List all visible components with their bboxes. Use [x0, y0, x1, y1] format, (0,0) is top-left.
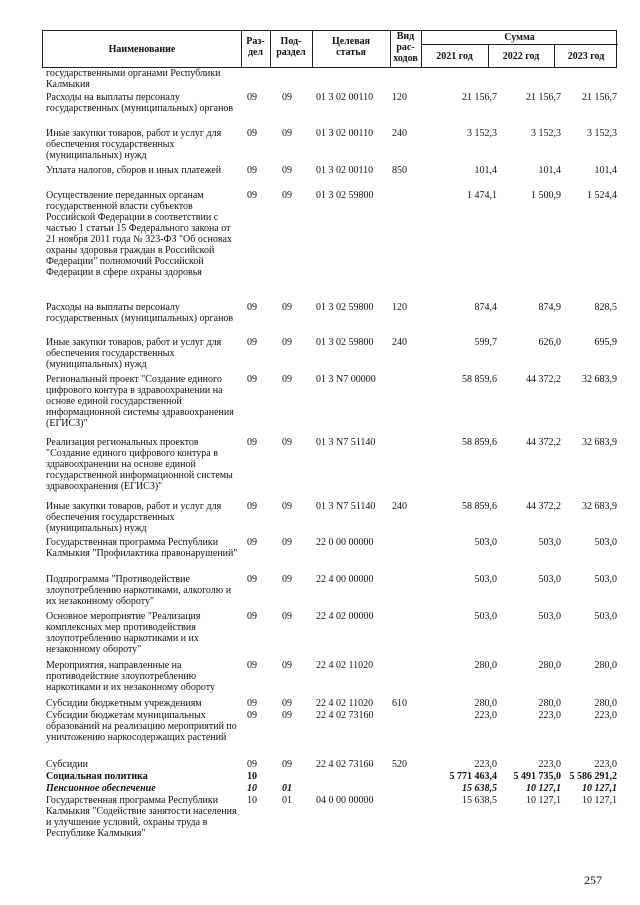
- row-2022: 3 152,3: [531, 128, 561, 139]
- row-section: 10: [247, 783, 257, 794]
- row-2022: 280,0: [538, 660, 561, 671]
- row-section: 09: [247, 537, 257, 548]
- row-kind: 120: [392, 92, 407, 103]
- row-subsection: 09: [282, 165, 292, 176]
- row-target: 22 4 02 73160: [316, 759, 374, 770]
- row-target: 01 3 N7 00000: [316, 374, 376, 385]
- row-target: 22 4 00 00000: [316, 574, 374, 585]
- row-2023: 21 156,7: [582, 92, 617, 103]
- row-2023: 223,0: [594, 759, 617, 770]
- row-2022: 503,0: [538, 574, 561, 585]
- row-2022: 44 372,2: [526, 501, 561, 512]
- header-kind: Вид рас- ходов: [393, 31, 418, 64]
- row-2023: 223,0: [594, 710, 617, 721]
- row-2021: 101,4: [474, 165, 497, 176]
- row-kind: 610: [392, 698, 407, 709]
- row-subsection: 09: [282, 574, 292, 585]
- row-name: Социальная политика: [46, 771, 148, 782]
- row-2023: 695,9: [594, 337, 617, 348]
- header-divider: [241, 31, 242, 67]
- row-2023: 280,0: [594, 660, 617, 671]
- header-year-2021: 2021 год: [436, 51, 473, 62]
- row-2022: 503,0: [538, 611, 561, 622]
- row-name: государственными органами Республики Калмыкия: [46, 68, 221, 90]
- row-section: 09: [247, 374, 257, 385]
- row-section: 09: [247, 611, 257, 622]
- row-kind: 240: [392, 128, 407, 139]
- row-2021: 3 152,3: [467, 128, 497, 139]
- row-2023: 5 586 291,2: [569, 771, 617, 782]
- row-2023: 32 683,9: [582, 437, 617, 448]
- row-2022: 280,0: [538, 698, 561, 709]
- row-name: Государственная программа Республики Калмыкия "Профилактика правонарушений": [46, 537, 238, 559]
- row-name: Реализация региональных проектов "Создание единого цифрового контура в здравоохранении на основе единой государственной информационной системы здравоохранения (ЕГИСЗ)": [46, 437, 233, 492]
- row-2021: 223,0: [474, 759, 497, 770]
- row-2022: 10 127,1: [526, 783, 561, 794]
- row-subsection: 09: [282, 537, 292, 548]
- row-subsection: 09: [282, 337, 292, 348]
- row-name: Субсидии: [46, 759, 88, 770]
- row-name: Иные закупки товаров, работ и услуг для обеспечения государственных (муниципальных) нужд: [46, 337, 222, 370]
- header-divider: [312, 31, 313, 67]
- header-year-2023: 2023 год: [567, 51, 605, 62]
- row-kind: 240: [392, 501, 407, 512]
- row-kind: 120: [392, 302, 407, 313]
- row-section: 09: [247, 190, 257, 201]
- row-section: 09: [247, 759, 257, 770]
- row-2022: 874,9: [538, 302, 561, 313]
- row-name: Уплата налогов, сборов и иных платежей: [46, 165, 222, 176]
- row-subsection: 09: [282, 302, 292, 313]
- row-2021: 503,0: [474, 574, 497, 585]
- row-2021: 223,0: [474, 710, 497, 721]
- row-name: Субсидии бюджетным учреждениям: [46, 698, 202, 709]
- row-section: 09: [247, 165, 257, 176]
- row-2023: 503,0: [594, 611, 617, 622]
- row-target: 01 3 02 59800: [316, 302, 374, 313]
- row-2022: 503,0: [538, 537, 561, 548]
- row-target: 22 0 00 00000: [316, 537, 374, 548]
- row-2022: 5 491 735,0: [513, 771, 561, 782]
- row-subsection: 09: [282, 92, 292, 103]
- row-name: Пенсионное обеспечение: [46, 783, 156, 794]
- row-2021: 280,0: [474, 660, 497, 671]
- row-target: 22 4 02 11020: [316, 698, 374, 709]
- header-sum: Сумма: [504, 32, 535, 43]
- row-subsection: 09: [282, 501, 292, 512]
- row-name: Подпрограмма "Противодействие злоупотреблению наркотиками, алкоголю и их незаконному обороту": [46, 574, 232, 607]
- row-subsection: 01: [282, 795, 292, 806]
- row-2023: 101,4: [594, 165, 617, 176]
- header-divider: [270, 31, 271, 67]
- row-2022: 10 127,1: [526, 795, 561, 806]
- row-2022: 101,4: [538, 165, 561, 176]
- row-target: 01 3 02 00110: [316, 92, 374, 103]
- row-2022: 223,0: [538, 759, 561, 770]
- header-target: Целевая статья: [331, 36, 371, 58]
- row-target: 01 3 02 00110: [316, 165, 374, 176]
- row-2021: 503,0: [474, 611, 497, 622]
- row-name: Субсидии бюджетам муниципальных образований на реализацию мероприятий по уничтожению наркосодержащих растений: [46, 710, 237, 743]
- row-2023: 503,0: [594, 537, 617, 548]
- row-kind: 520: [392, 759, 407, 770]
- row-section: 09: [247, 501, 257, 512]
- row-section: 09: [247, 337, 257, 348]
- header-divider: [421, 44, 618, 45]
- row-2023: 10 127,1: [582, 795, 617, 806]
- row-subsection: 09: [282, 660, 292, 671]
- row-section: 09: [247, 128, 257, 139]
- row-target: 01 3 02 59800: [316, 337, 374, 348]
- row-name: Основное мероприятие "Реализация комплексных мер противодействия злоупотреблению наркотиками и их незаконному обороту": [46, 611, 201, 655]
- row-2021: 280,0: [474, 698, 497, 709]
- row-2021: 5 771 463,4: [449, 771, 497, 782]
- row-2021: 21 156,7: [462, 92, 497, 103]
- row-2021: 58 859,6: [462, 374, 497, 385]
- header-section: Раз- дел: [246, 36, 265, 58]
- row-subsection: 09: [282, 710, 292, 721]
- row-target: 01 3 02 00110: [316, 128, 374, 139]
- row-2022: 44 372,2: [526, 374, 561, 385]
- row-target: 01 3 02 59800: [316, 190, 374, 201]
- row-2022: 626,0: [538, 337, 561, 348]
- row-name: Осуществление переданных органам государственной власти субъектов Российской Федерации в соответствии с частью 1 статьи 15 Федерального закона от 21 ноября 2011 года № 323-ФЗ "Об основах охраны здоровья граждан в Российской Федерации" полномочий Российской Федерации в сфере охраны здоровья: [46, 190, 232, 278]
- row-name: Мероприятия, направленные на противодействие злоупотреблению наркотиками и их незаконному обороту: [46, 660, 215, 693]
- row-2021: 15 638,5: [462, 795, 497, 806]
- row-2021: 15 638,5: [462, 783, 497, 794]
- page-number: 257: [584, 873, 602, 887]
- row-2022: 1 500,9: [531, 190, 561, 201]
- row-section: 09: [247, 92, 257, 103]
- header-divider: [554, 44, 555, 67]
- row-2023: 3 152,3: [587, 128, 617, 139]
- row-subsection: 09: [282, 611, 292, 622]
- row-section: 10: [247, 771, 257, 782]
- row-2023: 828,5: [594, 302, 617, 313]
- row-subsection: 09: [282, 698, 292, 709]
- row-section: 09: [247, 574, 257, 585]
- row-section: 09: [247, 660, 257, 671]
- row-target: 04 0 00 00000: [316, 795, 374, 806]
- row-kind: 240: [392, 337, 407, 348]
- row-name: Расходы на выплаты персоналу государственных (муниципальных) органов: [46, 302, 234, 324]
- row-2023: 32 683,9: [582, 374, 617, 385]
- row-2023: 1 524,4: [587, 190, 617, 201]
- header-name: Наименование: [108, 44, 176, 55]
- row-section: 09: [247, 302, 257, 313]
- row-section: 10: [247, 795, 257, 806]
- row-section: 09: [247, 710, 257, 721]
- row-subsection: 09: [282, 190, 292, 201]
- row-kind: 850: [392, 165, 407, 176]
- row-2023: 32 683,9: [582, 501, 617, 512]
- row-2023: 280,0: [594, 698, 617, 709]
- row-target: 22 4 02 00000: [316, 611, 374, 622]
- row-2023: 503,0: [594, 574, 617, 585]
- row-subsection: 09: [282, 128, 292, 139]
- row-2022: 21 156,7: [526, 92, 561, 103]
- header-year-2022: 2022 год: [502, 51, 540, 62]
- row-2021: 58 859,6: [462, 437, 497, 448]
- row-name: Иные закупки товаров, работ и услуг для обеспечения государственных (муниципальных) нужд: [46, 501, 222, 534]
- row-2023: 10 127,1: [582, 783, 617, 794]
- row-section: 09: [247, 437, 257, 448]
- header-divider: [421, 31, 422, 67]
- header-subsection: Под- раздел: [276, 36, 306, 58]
- row-2021: 58 859,6: [462, 501, 497, 512]
- row-name: Региональный проект "Создание единого цифрового контура в здравоохранении на основе единой государственной информационной системы здравоохранения (ЕГИСЗ)": [46, 374, 234, 429]
- row-target: 01 3 N7 51140: [316, 437, 376, 448]
- row-name: Иные закупки товаров, работ и услуг для обеспечения государственных (муниципальных) нужд: [46, 128, 222, 161]
- row-2021: 599,7: [474, 337, 497, 348]
- row-2022: 44 372,2: [526, 437, 561, 448]
- row-subsection: 09: [282, 437, 292, 448]
- row-name: Государственная программа Республики Калмыкия "Содействие занятости населения и улучшение условий, охраны труда в Республике Калмыкия": [46, 795, 237, 839]
- table-header: [42, 30, 617, 68]
- row-2021: 503,0: [474, 537, 497, 548]
- row-2021: 1 474,1: [467, 190, 497, 201]
- row-2021: 874,4: [474, 302, 497, 313]
- row-name: Расходы на выплаты персоналу государственных (муниципальных) органов: [46, 92, 234, 114]
- header-divider: [488, 44, 489, 67]
- row-section: 09: [247, 698, 257, 709]
- row-2022: 223,0: [538, 710, 561, 721]
- header-divider: [390, 31, 391, 67]
- row-target: 22 4 02 11020: [316, 660, 374, 671]
- row-subsection: 01: [282, 783, 292, 794]
- row-target: 22 4 02 73160: [316, 710, 374, 721]
- row-subsection: 09: [282, 759, 292, 770]
- row-target: 01 3 N7 51140: [316, 501, 376, 512]
- row-subsection: 09: [282, 374, 292, 385]
